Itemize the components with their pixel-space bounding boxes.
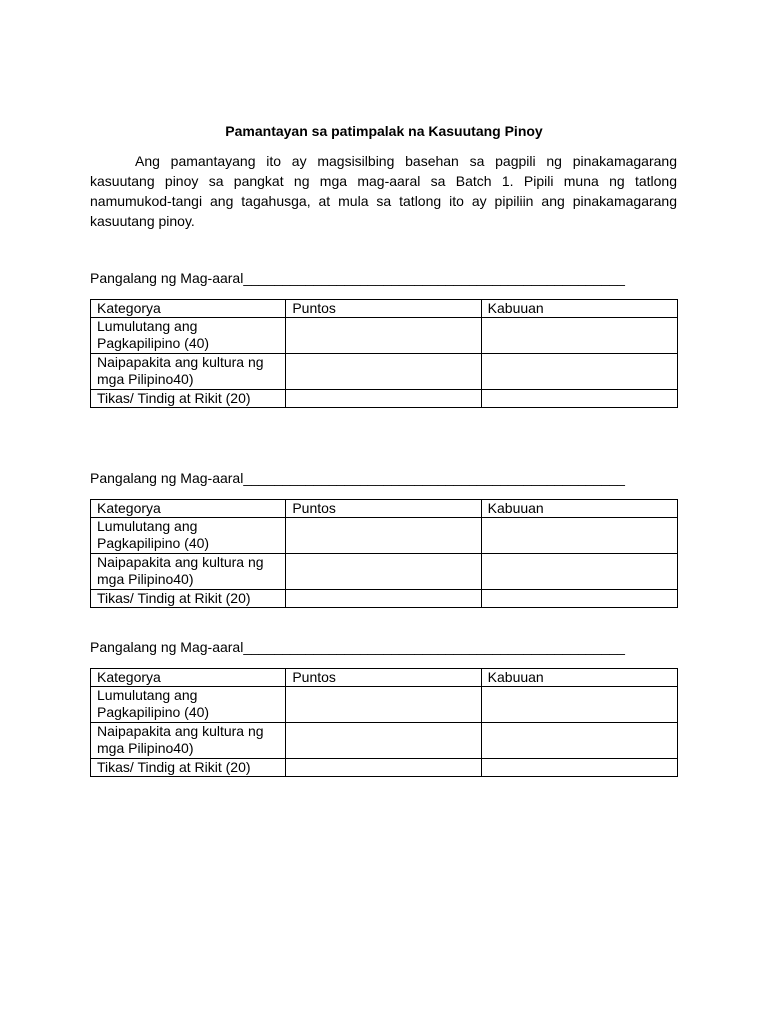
criterion-label: Naipapakita ang kultura ng mga Pilipino40)	[91, 354, 286, 390]
header-kabuuan: Kabuuan	[481, 500, 677, 518]
header-puntos: Puntos	[286, 500, 481, 518]
total-cell	[481, 723, 677, 759]
document-title: Pamantayan sa patimpalak na Kasuutang Pinoy	[225, 123, 543, 139]
score-cell	[286, 318, 481, 354]
rubric-table	[90, 668, 678, 777]
table-row	[91, 354, 678, 390]
total-cell	[481, 590, 677, 608]
criterion-label: Naipapakita ang kultura ng mga Pilipino40)	[91, 723, 286, 759]
criterion-label: Tikas/ Tindig at Rikit (20)	[91, 590, 286, 608]
table-row	[91, 687, 678, 723]
student-name-line: Pangalang ng Mag-aaral_________________________________________________	[90, 470, 625, 486]
table-row	[91, 723, 678, 759]
score-cell	[286, 590, 481, 608]
score-cell	[286, 687, 481, 723]
table-row	[91, 518, 678, 554]
table-header-row	[91, 300, 678, 318]
score-cell	[286, 723, 481, 759]
criterion-label: Tikas/ Tindig at Rikit (20)	[91, 390, 286, 408]
rubric-table	[90, 299, 678, 408]
student-name-line: Pangalang ng Mag-aaral_________________________________________________	[90, 639, 625, 655]
score-cell	[286, 354, 481, 390]
score-cell	[286, 759, 481, 777]
total-cell	[481, 554, 677, 590]
score-cell	[286, 554, 481, 590]
table-row	[91, 759, 678, 777]
criterion-label: Tikas/ Tindig at Rikit (20)	[91, 759, 286, 777]
total-cell	[481, 390, 677, 408]
table-row	[91, 318, 678, 354]
total-cell	[481, 518, 677, 554]
criterion-label: Lumulutang ang Pagkapilipino (40)	[91, 318, 286, 354]
criterion-label: Lumulutang ang Pagkapilipino (40)	[91, 518, 286, 554]
header-kategorya: Kategorya	[91, 300, 286, 318]
table-row	[91, 554, 678, 590]
total-cell	[481, 687, 677, 723]
score-cell	[286, 390, 481, 408]
header-kategorya: Kategorya	[91, 669, 286, 687]
student-name-line: Pangalang ng Mag-aaral_________________________________________________	[90, 270, 625, 286]
rubric-table	[90, 499, 678, 608]
header-kategorya: Kategorya	[91, 500, 286, 518]
total-cell	[481, 759, 677, 777]
criterion-label: Lumulutang ang Pagkapilipino (40)	[91, 687, 286, 723]
table-row	[91, 590, 678, 608]
table-row	[91, 390, 678, 408]
score-cell	[286, 518, 481, 554]
total-cell	[481, 354, 677, 390]
header-kabuuan: Kabuuan	[481, 669, 677, 687]
total-cell	[481, 318, 677, 354]
header-puntos: Puntos	[286, 669, 481, 687]
criterion-label: Naipapakita ang kultura ng mga Pilipino40)	[91, 554, 286, 590]
table-header-row	[91, 500, 678, 518]
intro-paragraph: Ang pamantayang ito ay magsisilbing basehan sa pagpili ng pinakamagarang kasuutang pinoy sa pangkat ng mga mag-aaral sa Batch 1. Pipili muna ng tatlong namumukod-tangi ang tagahusga, at mula sa tatlong ito ay pipiliin ang pinakamagarang kasuutang pinoy.	[90, 153, 677, 229]
header-kabuuan: Kabuuan	[481, 300, 677, 318]
header-puntos: Puntos	[286, 300, 481, 318]
table-header-row	[91, 669, 678, 687]
